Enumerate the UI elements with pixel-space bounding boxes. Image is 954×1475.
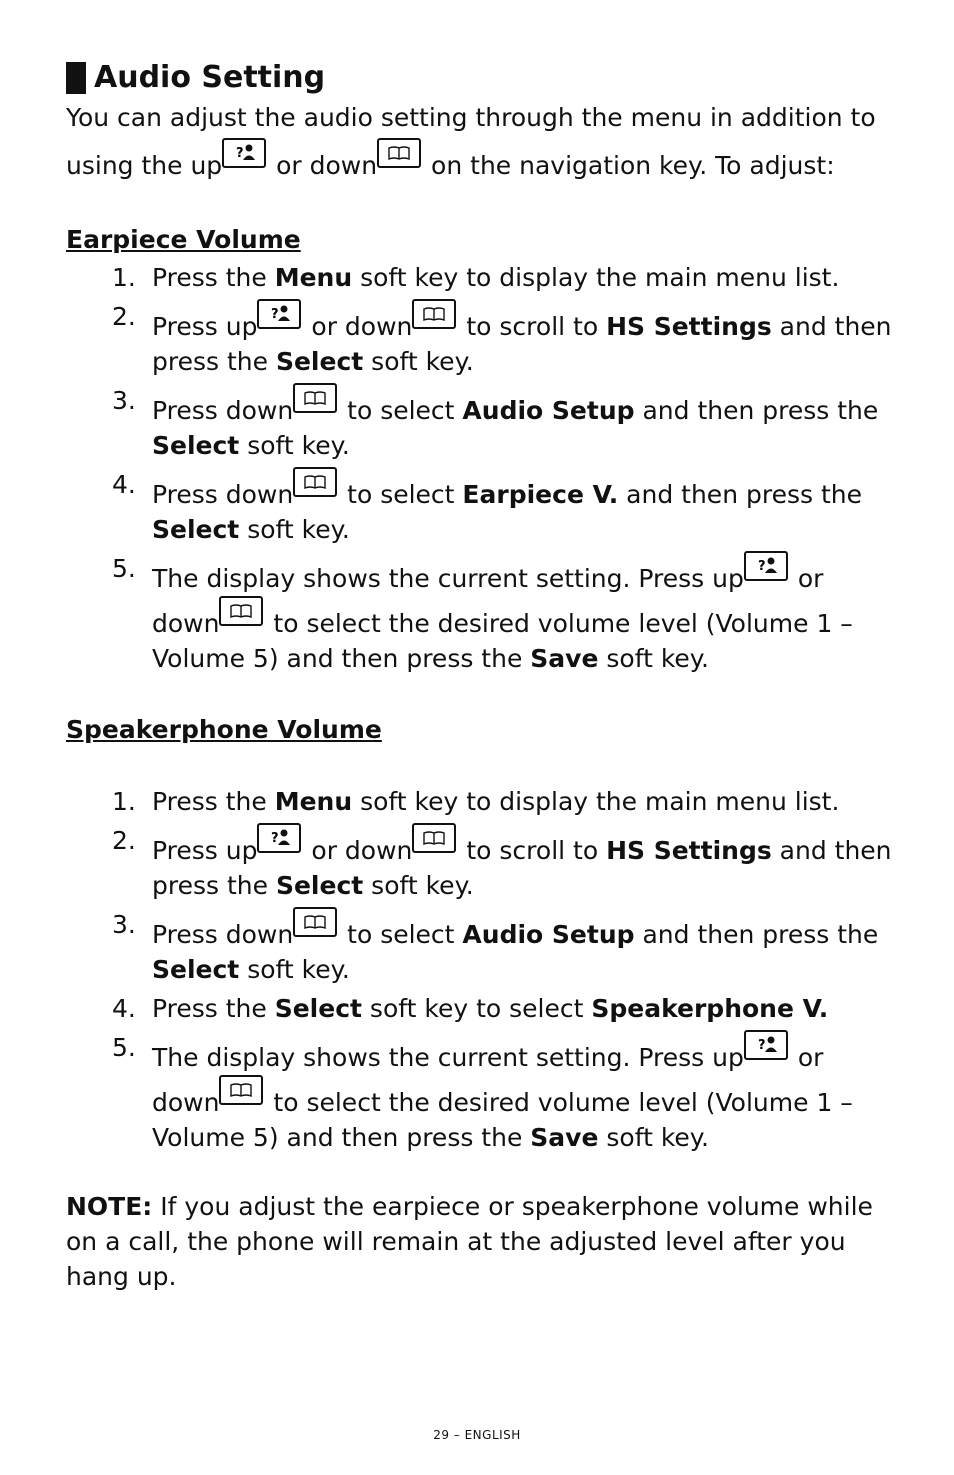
- step-number: 5.: [112, 554, 136, 583]
- step-number: 3.: [112, 386, 136, 415]
- step-text: Press up: [152, 836, 258, 865]
- step-bold: Menu: [274, 787, 353, 816]
- step-number: 1.: [112, 263, 136, 292]
- step-number: 2.: [112, 826, 136, 855]
- step-text: to select the desired volume level (Volume 1 – Volume 5) and then press the: [152, 609, 853, 673]
- intro-paragraph: [66, 98, 896, 186]
- caller-id-up-icon: [222, 138, 266, 168]
- step-bold: Select: [274, 994, 362, 1023]
- step-text: The display shows the current setting. Press up: [152, 564, 744, 593]
- step-bold: Audio Setup: [462, 920, 635, 949]
- phonebook-down-icon: [293, 907, 337, 937]
- step-text: soft key.: [239, 431, 350, 460]
- phonebook-down-icon: [219, 1075, 263, 1105]
- phonebook-down-icon: [219, 596, 263, 626]
- step-number: 3.: [112, 910, 136, 939]
- list-item: [66, 551, 896, 676]
- step-text: soft key to display the main menu list.: [352, 787, 840, 816]
- svg-text:?: ?: [271, 307, 280, 322]
- manual-page: [66, 58, 896, 1294]
- caller-id-up-icon: [744, 551, 788, 581]
- note-paragraph: [66, 1189, 896, 1294]
- svg-text:?: ?: [757, 559, 766, 574]
- phonebook-down-icon: [377, 138, 421, 168]
- step-text: or down: [303, 836, 413, 865]
- step-bold: Audio Setup: [462, 396, 635, 425]
- step-number: 4.: [112, 470, 136, 499]
- step-text: soft key to display the main menu list.: [352, 263, 840, 292]
- step-text: to scroll to: [458, 312, 607, 341]
- step-text: soft key to select: [361, 994, 592, 1023]
- step-text: or down: [152, 1043, 824, 1117]
- step-bold: Select: [152, 955, 240, 984]
- step-text: and then press the: [634, 396, 879, 425]
- step-bold: Earpiece V.: [462, 480, 619, 509]
- step-number: 2.: [112, 302, 136, 331]
- title-marker: [66, 62, 86, 94]
- step-text: Press up: [152, 312, 258, 341]
- step-bold: Select: [275, 347, 364, 376]
- step-text: soft key.: [363, 871, 474, 900]
- intro-text-1: You can adjust the audio setting through the menu in addition to using the up: [66, 103, 876, 180]
- step-text: to select: [339, 920, 463, 949]
- speakerphone-steps: [66, 784, 896, 1155]
- step-text: Press down: [152, 920, 294, 949]
- step-text: and then press the: [634, 920, 879, 949]
- caller-id-up-icon: [257, 299, 301, 329]
- phonebook-down-icon: [412, 299, 456, 329]
- phonebook-down-icon: [412, 823, 456, 853]
- earpiece-heading: Earpiece Volume: [66, 225, 301, 254]
- intro-text-2: or down: [268, 151, 378, 180]
- step-bold: Menu: [274, 263, 353, 292]
- intro-text-3: on the navigation key. To adjust:: [423, 151, 835, 180]
- step-text: Press the: [152, 787, 275, 816]
- step-text: and then press the: [152, 312, 892, 376]
- page-title: [66, 58, 896, 98]
- caller-id-up-icon: [744, 1030, 788, 1060]
- step-text: Press down: [152, 480, 294, 509]
- list-item: [66, 907, 896, 987]
- phonebook-down-icon: [293, 383, 337, 413]
- title-text: Audio Setting: [94, 60, 326, 95]
- caller-id-up-icon: [257, 823, 301, 853]
- step-number: 5.: [112, 1033, 136, 1062]
- step-bold: Save: [530, 644, 599, 673]
- step-text: or down: [152, 564, 824, 638]
- list-item: [66, 823, 896, 903]
- list-item: [66, 1030, 896, 1155]
- step-bold: Select: [275, 871, 364, 900]
- step-text: and then press the: [152, 836, 892, 900]
- list-item: [66, 467, 896, 547]
- step-bold: Save: [530, 1123, 599, 1152]
- step-text: Press down: [152, 396, 294, 425]
- step-bold: Select: [152, 431, 240, 460]
- step-text: The display shows the current setting. Press up: [152, 1043, 744, 1072]
- step-text: Press the: [152, 263, 275, 292]
- list-item: [66, 299, 896, 379]
- earpiece-steps: [66, 260, 896, 676]
- list-item: [66, 784, 896, 819]
- list-item: [66, 260, 896, 295]
- step-text: soft key.: [598, 644, 709, 673]
- svg-text:?: ?: [271, 831, 280, 846]
- note-label: NOTE:: [66, 1192, 153, 1221]
- step-text: to select: [339, 480, 463, 509]
- step-text: to scroll to: [458, 836, 607, 865]
- step-text: Press the: [152, 994, 275, 1023]
- step-number: 4.: [112, 994, 136, 1023]
- step-text: and then press the: [618, 480, 862, 509]
- page-footer: 29 – ENGLISH: [433, 1428, 521, 1442]
- note-text: If you adjust the earpiece or speakerphone volume while on a call, the phone will remain at the adjusted level after you hang up.: [66, 1192, 873, 1291]
- svg-text:?: ?: [757, 1038, 766, 1053]
- step-bold: HS Settings: [606, 312, 772, 341]
- step-bold: HS Settings: [606, 836, 772, 865]
- step-text: soft key.: [598, 1123, 709, 1152]
- list-item: [66, 383, 896, 463]
- phonebook-down-icon: [293, 467, 337, 497]
- step-text: soft key.: [363, 347, 474, 376]
- step-text: soft key.: [239, 955, 350, 984]
- step-bold: Speakerphone V.: [591, 994, 829, 1023]
- svg-text:?: ?: [236, 146, 244, 161]
- step-bold: Select: [152, 515, 240, 544]
- list-item: [66, 991, 896, 1026]
- step-text: to select the desired volume level (Volume 1 – Volume 5) and then press the: [152, 1088, 853, 1152]
- step-text: to select: [339, 396, 463, 425]
- step-number: 1.: [112, 787, 136, 816]
- speakerphone-heading: Speakerphone Volume: [66, 715, 382, 744]
- step-text: or down: [303, 312, 413, 341]
- step-text: soft key.: [239, 515, 350, 544]
